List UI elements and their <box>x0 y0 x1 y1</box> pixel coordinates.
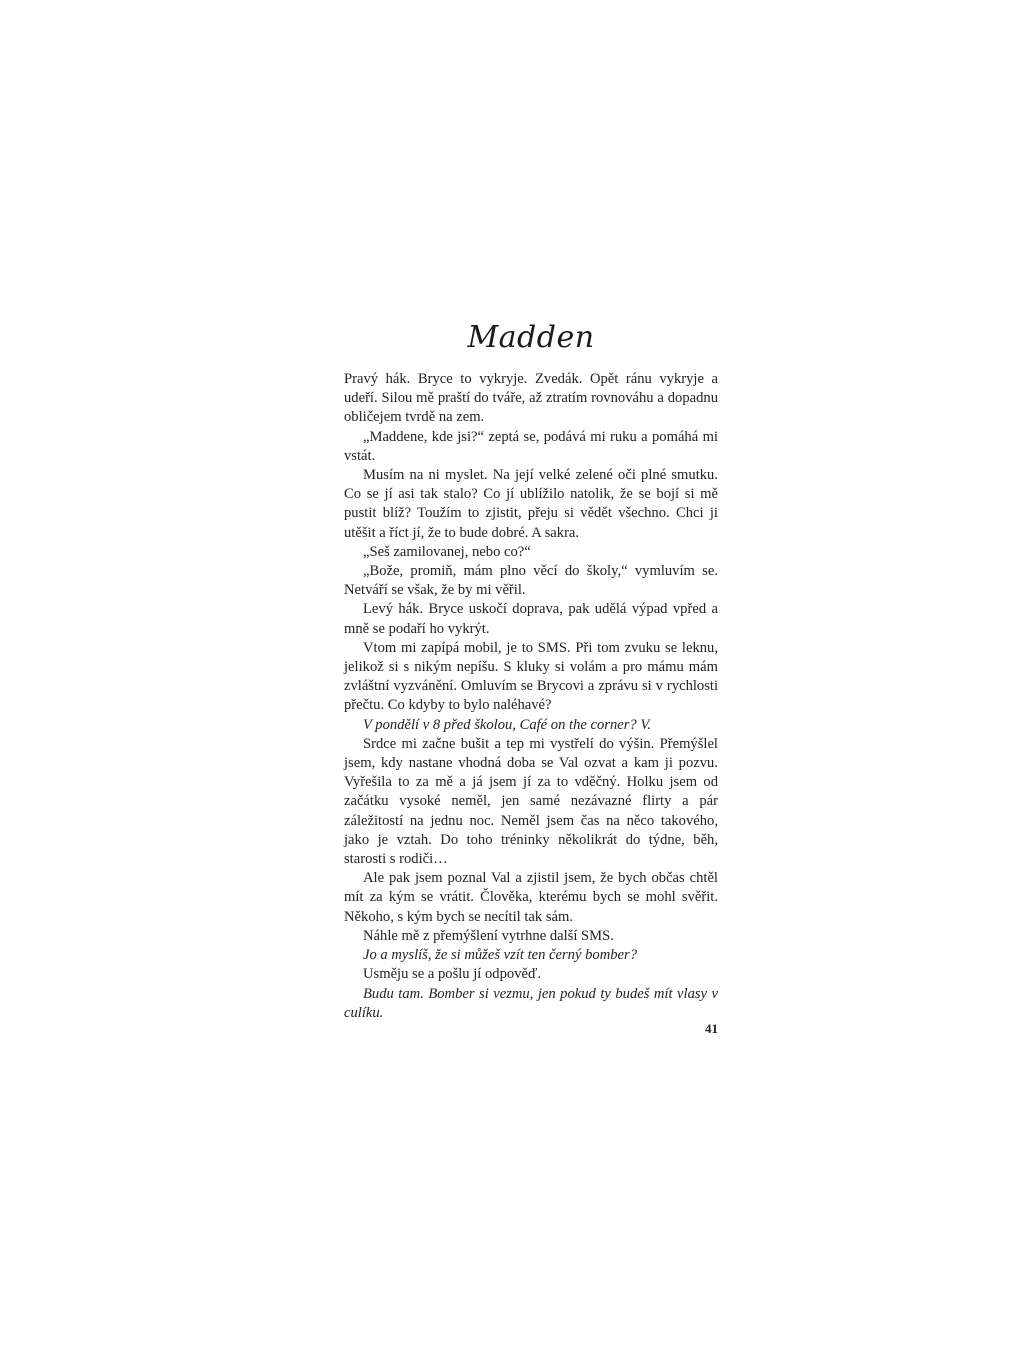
text-message-1: V pondělí v 8 před školou, Café on the corner? V. <box>363 716 652 733</box>
paragraph-1: Pravý hák. Bryce to vykryje. Zvedák. Opět ránu vykryje a udeří. Silou mě praští do tváře, až ztratím rovnováhu a dopadnu obličejem tvrdě na zem. <box>344 371 718 426</box>
paragraph-2: „Maddene, kde jsi?“ zeptá se, podává mi ruku a pomáhá mi vstát. <box>344 428 718 464</box>
text-message-2: Jo a myslíš, že si můžeš vzít ten černý bomber? <box>363 947 637 964</box>
paragraph-9: Srdce mi začne bušit a tep mi vystřelí do výšin. Přemýšlel jsem, kdy nastane vhodná doba se Val ozvat a kam ji pozvu. Vyřešila to za mě a já jsem jí za to vděčný. Holku jsem od začátku vysoké neměl, jen samé nezávazné flirty a pár záležitostí na jednu noc. Neměl jsem čas na něco takového, jako je vztah. Do toho tréninky několikrát do týdne, běh, starosti s rodiči… <box>344 735 718 868</box>
paragraph-11: Náhle mě z přemýšlení vytrhne další SMS. <box>363 927 614 944</box>
paragraph-13: Usměju se a pošlu jí odpověď. <box>363 966 542 983</box>
paragraph-10: Ale pak jsem poznal Val a zjistil jsem, že bych občas chtěl mít za kým se vrátit. Člověka, kterému bych se mohl svěřit. Někoho, s kým bych se necítil tak sám. <box>344 870 718 925</box>
page-number: 41 <box>705 1021 718 1036</box>
paragraph-7: Vtom mi zapípá mobil, je to SMS. Při tom zvuku se leknu, jelikož si s nikým nepíšu. S kluky si volám a pro mámu mám zvláštní vyzvánění. Omluvím se Brycovi a zprávu si v rychlosti přečtu. Co kdyby to bylo naléhavé? <box>344 639 718 714</box>
paragraph-6: Levý hák. Bryce uskočí doprava, pak udělá výpad vpřed a mně se podaří ho vykrýt. <box>344 601 718 637</box>
paragraph-3: Musím na ni myslet. Na její velké zelené oči plné smutku. Co se jí asi tak stalo? Co jí ublížilo natolik, že se bojí si mě pustit blíž? Toužím to zjistit, přeju si vědět všechno. Chci ji utěšit a říct jí, že to bude dobré. A sakra. <box>344 467 718 541</box>
paragraph-4: „Seš zamilovanej, nebo co?“ <box>363 543 531 560</box>
body-text <box>344 370 718 1023</box>
text-message-3: Budu tam. Bomber si vezmu, jen pokud ty budeš mít vlasy v culíku. <box>344 985 718 1021</box>
chapter-title: Madden <box>467 320 595 355</box>
paragraph-5: „Bože, promiň, mám plno věcí do školy,“ vymluvím se. Netváří se však, že by mi věřil. <box>344 563 718 599</box>
